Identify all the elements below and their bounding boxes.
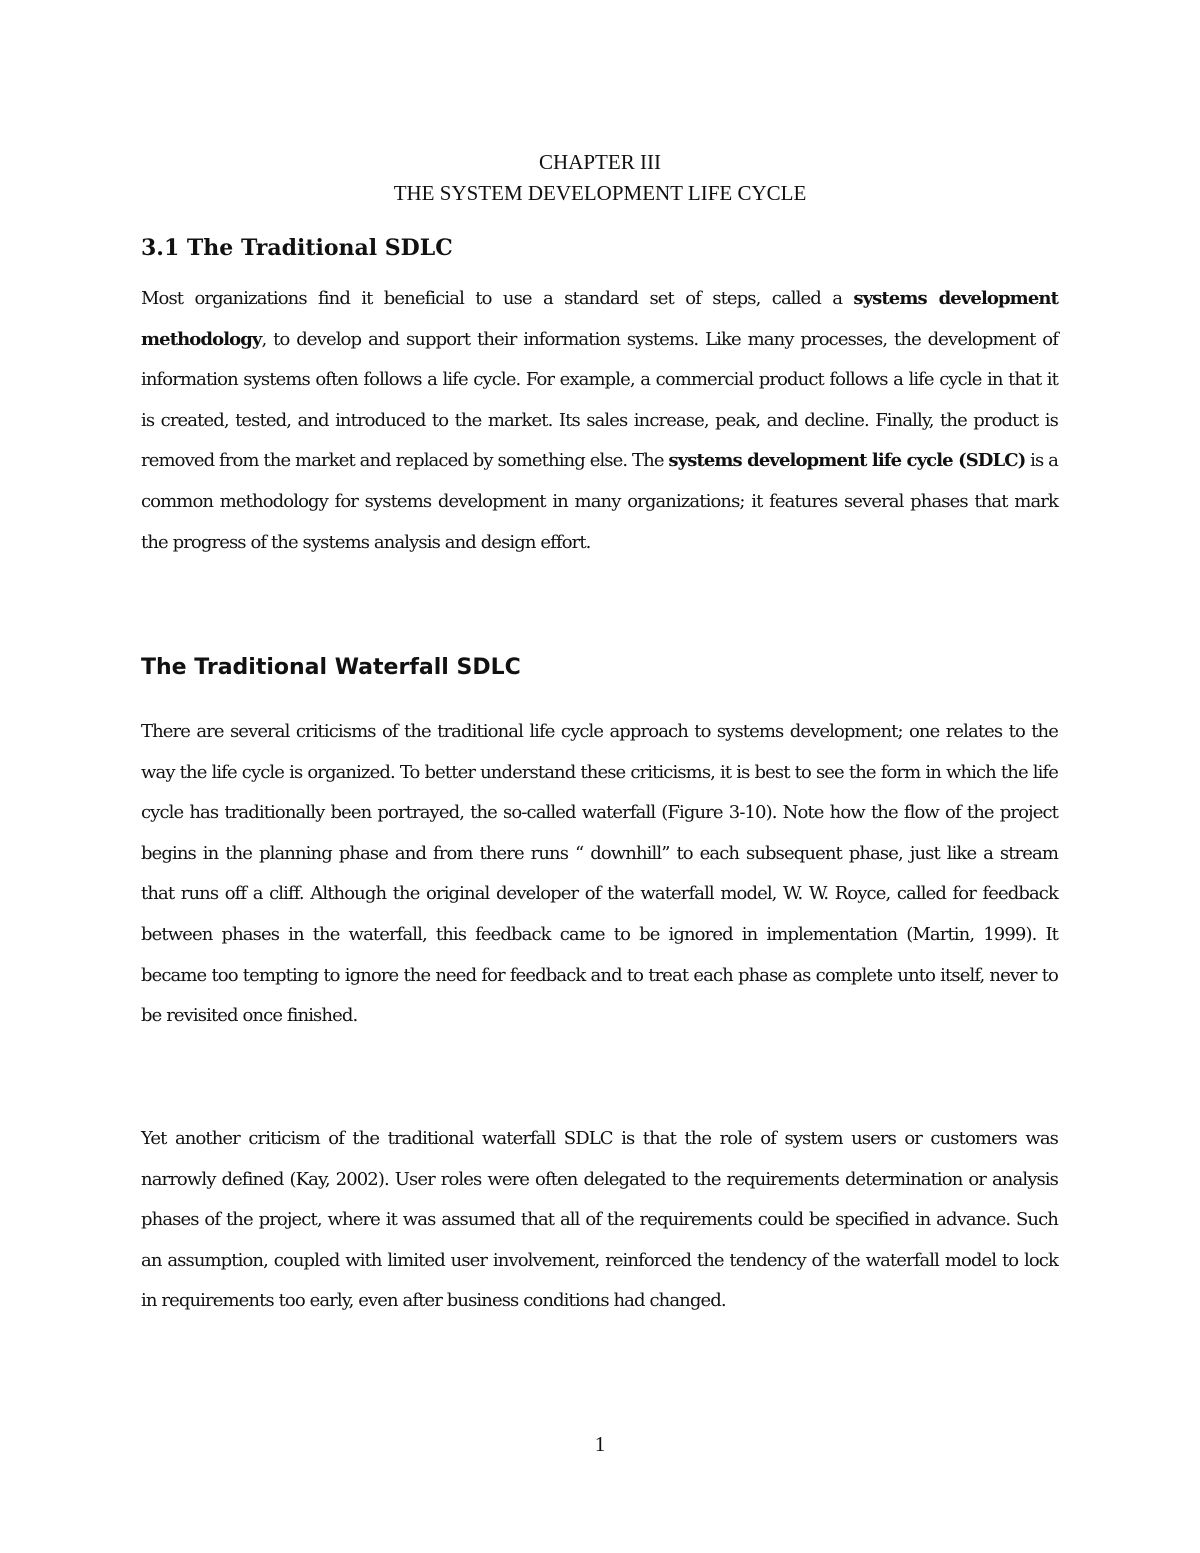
paragraph-text: Most organizations find it beneficial to use a standard set of steps, called a <box>141 288 854 309</box>
bold-term-sdlc: systems development life cycle (SDLC) <box>668 450 1026 472</box>
paragraph-text: is a common methodology for systems development in many organizations; it features several phases that mark the progress of the systems analysis and design effort. <box>141 450 1058 553</box>
paragraph-user-roles-criticism: Yet another criticism of the traditional waterfall SDLC is that the role of system users or customers was narrowly defined (Kay, 2002). User roles were often delegated to the requirements determination or analysis phases of the project, where it was assumed that all of the requirements could be specified in advance. Such an assumption, coupled with limited user involvement, reinforced the tendency of the waterfall model to lock in requirements too early, even after business conditions had changed. <box>141 1128 1058 1312</box>
page-number: 1 <box>594 1432 606 1456</box>
chapter-number: CHAPTER III <box>539 150 661 174</box>
paragraph-waterfall-criticism: There are several criticisms of the traditional life cycle approach to systems development; one relates to the way the life cycle is organized. To better understand these criticisms, it is best to see the form in which the life cycle has traditionally been portrayed, the so-called waterfall (Figure 3-10). Note how the flow of the project begins in the planning phase and from there runs “ downhill” to each subsequent phase, just like a stream that runs off a cliff. Although the original developer of the waterfall model, W. W. Royce, called for feedback between phases in the waterfall, this feedback came to be ignored in implementation (Martin, 1999). It became too tempting to ignore the need for feedback and to treat each phase as complete unto itself, never to be revisited once finished. <box>141 721 1058 1027</box>
section-heading-traditional-sdlc: 3.1 The Traditional SDLC <box>141 235 453 261</box>
chapter-title: THE SYSTEM DEVELOPMENT LIFE CYCLE <box>393 181 807 205</box>
paragraph-text: , to develop and support their information systems. Like many processes, the development of information systems often follows a life cycle. For example, a commercial product follows a life cycle in that it is created, tested, and introduced to the market. Its sales increase, peak, and decline. Finally, the product is removed from the market and replaced by something else. The <box>141 328 1058 472</box>
paragraph-sdlc-intro <box>141 279 1058 563</box>
bold-term-systems-development-methodology: systems development methodology <box>141 288 1058 350</box>
section-heading-waterfall-sdlc: The Traditional Waterfall SDLC <box>141 655 521 680</box>
